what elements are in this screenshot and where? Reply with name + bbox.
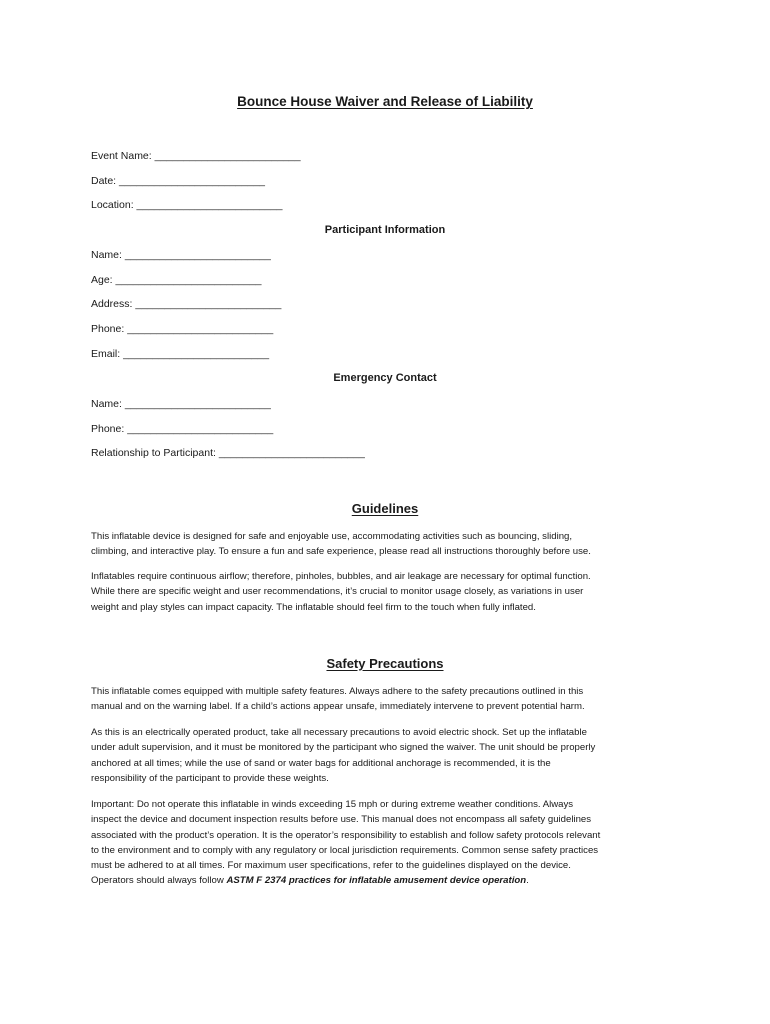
- guidelines-heading: Guidelines: [351, 501, 419, 516]
- text-line: This inflatable comes equipped with multiple safety features. Always adhere to the safety precautions outlined in this: [91, 686, 584, 697]
- safety-paragraph-1: [91, 684, 691, 715]
- participant-name-field[interactable]: Name: _________________________: [91, 249, 271, 261]
- participant-email-field[interactable]: Email: _________________________: [91, 348, 270, 360]
- text-line: weight and play styles can impact capacity. The inflatable should feel firm to the touch when fully inflated.: [91, 601, 536, 613]
- text-line: This inflatable device is designed for safe and enjoyable use, accommodating activities such as bouncing, sliding,: [91, 531, 573, 542]
- text-line: must be adhered to at all times. For maximum user specifications, refer to the guidelines displayed on the device.: [91, 860, 571, 872]
- participant-phone-field[interactable]: Phone: _________________________: [91, 323, 274, 335]
- document-title: Bounce House Waiver and Release of Liability: [237, 94, 533, 109]
- text-line: manual and on the warning label. If a child’s actions appear unsafe, immediately intervene to prevent potential harm.: [91, 701, 585, 713]
- date-field[interactable]: Date: _________________________: [91, 175, 266, 187]
- emergency-relationship-field[interactable]: Relationship to Participant: _________________________: [91, 447, 365, 459]
- text-suffix: .: [526, 875, 529, 887]
- text-line: anchored at all times; while the use of sand or water bags for additional anchorage is recommended, it is the: [91, 757, 551, 769]
- safety-heading: Safety Precautions: [326, 656, 444, 671]
- text-line: associated with the product’s operation. It is the operator’s responsibility to establish and follow safety protocols relevant: [91, 829, 601, 841]
- astm-reference: ASTM F 2374 practices for inflatable amusement device operation: [226, 875, 527, 887]
- safety-paragraph-3: [91, 797, 691, 889]
- emergency-name-field[interactable]: Name: _________________________: [91, 398, 271, 410]
- event-name-field[interactable]: Event Name: _________________________: [91, 150, 301, 162]
- emergency-phone-field[interactable]: Phone: _________________________: [91, 423, 274, 435]
- guidelines-paragraph-2: [91, 569, 691, 615]
- text-line: inspect the device and document inspection results before use. This manual does not encompass all safety guidelines: [91, 814, 592, 826]
- text-prefix: Operators should always follow: [91, 875, 227, 887]
- text-line: climbing, and interactive play. To ensure a fun and safe experience, please read all instructions thoroughly before use.: [91, 546, 591, 558]
- text-line: to the environment and to comply with any regulatory or local jurisdiction requirements. Common sense safety practices: [91, 844, 599, 856]
- text-line: Inflatables require continuous airflow; therefore, pinholes, bubbles, and air leakage are necessary for optimal function.: [91, 571, 591, 582]
- location-field[interactable]: Location: _________________________: [91, 199, 283, 211]
- text-line: Important: Do not operate this inflatable in winds exceeding 15 mph or during extreme weather conditions. Always: [91, 799, 574, 810]
- participant-age-field[interactable]: Age: _________________________: [91, 274, 262, 286]
- text-line-final: [91, 873, 691, 888]
- text-line: As this is an electrically operated product, take all necessary precautions to avoid electric shock. Set up the inflatable: [91, 727, 587, 738]
- safety-paragraph-2: [91, 725, 691, 786]
- text-line: responsibility of the participant to provide these weights.: [91, 772, 329, 784]
- text-line: While there are specific weight and user recommendations, it’s crucial to monitor usage closely, as variations in user: [91, 586, 584, 598]
- text-line: under adult supervision, and it must be monitored by the participant who signed the waiver. The unit should be properly: [91, 742, 596, 754]
- participant-address-field[interactable]: Address: _________________________: [91, 298, 282, 310]
- guidelines-paragraph-1: [91, 529, 691, 560]
- participant-heading: Participant Information: [324, 224, 446, 236]
- emergency-heading: Emergency Contact: [333, 372, 437, 384]
